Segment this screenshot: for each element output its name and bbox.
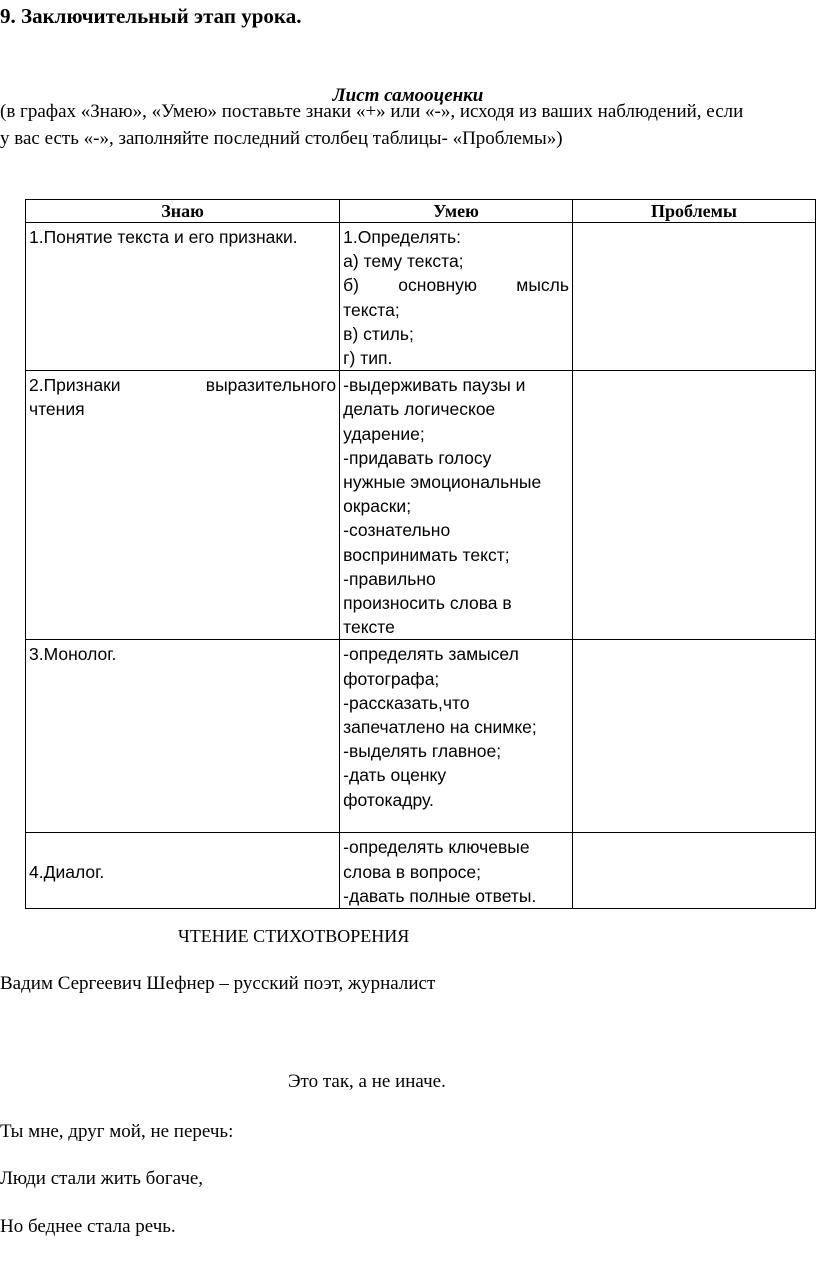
- poem-title: Это так, а не иначе.: [288, 1071, 446, 1092]
- can-cell: [340, 833, 573, 909]
- instructions-line-1: (в графах «Знаю», «Умею» поставьте знаки «+» или «-», исходя из ваших наблюдений, если: [0, 101, 744, 122]
- header-problems: Проблемы: [572, 200, 815, 223]
- sheet-title: Лист самооценки: [332, 85, 484, 106]
- table-row: [26, 223, 816, 371]
- poem-line: Люди стали жить богаче,: [0, 1168, 204, 1189]
- table-header-row: [26, 200, 816, 223]
- can-line: окраски;: [343, 496, 412, 517]
- can-line: -придавать голосу: [343, 447, 492, 468]
- can-line: делать логическое: [343, 399, 496, 420]
- know-line: чтения: [29, 399, 85, 420]
- poem-line: Но беднее стала речь.: [0, 1216, 176, 1237]
- problems-cell[interactable]: [572, 833, 815, 909]
- can-line: 1.Определять:: [343, 227, 461, 247]
- can-line: тексте: [343, 617, 395, 638]
- problems-cell[interactable]: [572, 223, 815, 371]
- can-line: ударение;: [343, 423, 425, 444]
- can-line: -определять замысел: [343, 644, 519, 665]
- poem-line: Ты мне, друг мой, не перечь:: [0, 1121, 234, 1142]
- header-can: Умею: [340, 200, 573, 223]
- problems-cell[interactable]: [572, 371, 815, 640]
- can-line: произносить слова в: [343, 593, 512, 614]
- know-cell: 3.Монолог.: [26, 640, 340, 833]
- know-cell: [26, 371, 340, 640]
- can-line: текста;: [343, 299, 400, 320]
- instructions-line-2: у вас есть «-», заполняйте последний столбец таблицы- «Проблемы»): [0, 128, 563, 149]
- know-cell: 4.Диалог.: [26, 833, 340, 909]
- can-line: -дать оценку: [343, 765, 447, 786]
- know-cell: 1.Понятие текста и его признаки.: [26, 223, 340, 371]
- can-line: -сознательно: [343, 520, 451, 541]
- can-line: запечатлено на снимке;: [343, 717, 537, 738]
- table-row: [26, 371, 816, 640]
- table-row: [26, 640, 816, 833]
- can-line: слова в вопросе;: [343, 861, 482, 882]
- can-line: г) тип.: [343, 348, 393, 369]
- can-line: -выдерживать паузы и: [343, 375, 526, 396]
- header-know: Знаю: [26, 200, 340, 223]
- author-line: Вадим Сергеевич Шефнер – русский поэт, журналист: [0, 973, 436, 994]
- can-line: -выделять главное;: [343, 741, 502, 762]
- section-heading: 9. Заключительный этап урока.: [0, 4, 302, 28]
- instructions: [0, 98, 816, 152]
- can-line: воспринимать текст;: [343, 544, 510, 565]
- can-line: в) стиль;: [343, 323, 414, 344]
- can-line: а) тему текста;: [343, 251, 464, 272]
- know-line: 2.Признаки выразительного: [29, 375, 337, 396]
- can-line: -рассказать,что: [343, 692, 470, 713]
- can-line: фотокадру.: [343, 789, 434, 810]
- can-line: -определять ключевые: [343, 837, 530, 858]
- can-cell: [340, 640, 573, 833]
- self-assessment-table: [25, 199, 816, 909]
- can-cell: [340, 371, 573, 640]
- table-row: [26, 833, 816, 909]
- can-line: фотографа;: [343, 668, 440, 689]
- can-cell: [340, 223, 573, 371]
- reading-heading: ЧТЕНИЕ СТИХОТВОРЕНИЯ: [178, 926, 410, 946]
- can-line: -правильно: [343, 568, 436, 589]
- problems-cell[interactable]: [572, 640, 815, 833]
- can-line: -давать полные ответы.: [343, 885, 537, 906]
- can-line: нужные эмоциональные: [343, 472, 542, 493]
- can-line: б) основную мысль: [343, 275, 569, 296]
